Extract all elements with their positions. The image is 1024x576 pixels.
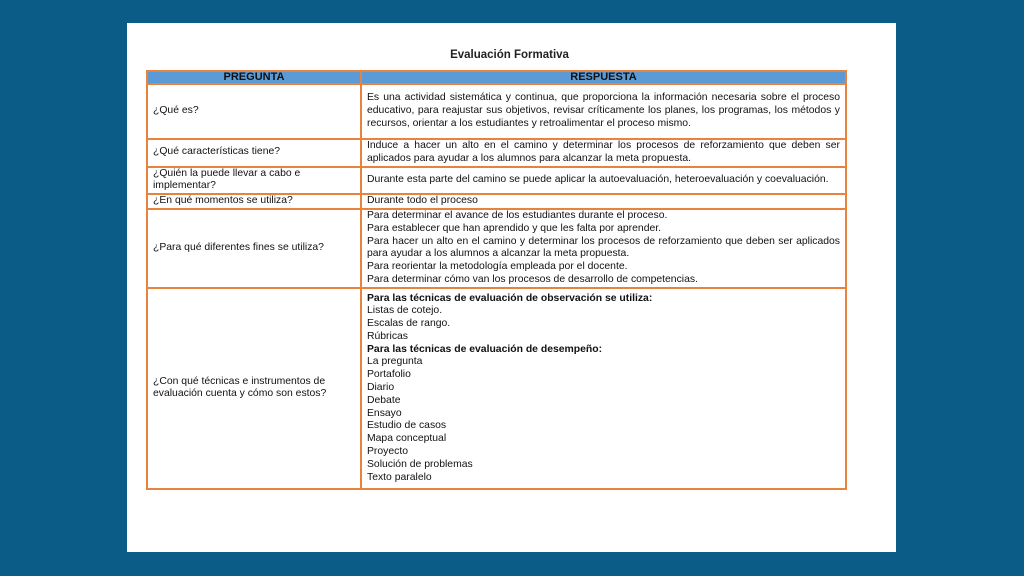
evaluation-table <box>146 70 847 490</box>
table-row <box>147 209 846 288</box>
answer-line: Para reorientar la metodología empleada por el docente. <box>367 261 628 273</box>
performance-item: Debate <box>367 394 401 406</box>
question-cell: ¿Qué es? <box>147 84 361 139</box>
answer-line: Para determinar el avance de los estudiantes durante el proceso. <box>367 210 668 222</box>
table-row <box>147 194 846 209</box>
table-row <box>147 84 846 139</box>
answer-text: Es una actividad sistemática y continua, que proporciona la información necesaria sobre el proceso educativo, para reajustar sus objetivos, revisar críticamente los planes, los programas, los métodos y recursos, orientar a los estudiantes y retroalimentar el proceso mismo. <box>367 92 840 129</box>
document-page <box>127 23 896 552</box>
answer-cell <box>361 139 846 167</box>
observation-item: Listas de cotejo. <box>367 305 443 317</box>
observation-item: Escalas de rango. <box>367 318 451 330</box>
document-title: Evaluación Formativa <box>450 49 569 61</box>
performance-item: Proyecto <box>367 446 409 458</box>
performance-item: Texto paralelo <box>367 471 432 483</box>
answer-cell <box>361 84 846 139</box>
answer-line: Para establecer que han aprendido y que les falta por aprender. <box>367 222 662 234</box>
answer-text: Durante todo el proceso <box>367 195 478 207</box>
table-row <box>147 167 846 195</box>
answer-cell <box>361 167 846 195</box>
observation-item: Rúbricas <box>367 330 408 342</box>
answer-cell <box>361 288 846 489</box>
answer-text: Durante esta parte del camino se puede aplicar la autoevaluación, heteroevaluación y coevaluación. <box>367 173 829 185</box>
answer-cell <box>361 209 846 288</box>
performance-item: Solución de problemas <box>367 458 473 470</box>
performance-item: Mapa conceptual <box>367 433 447 445</box>
performance-item: La pregunta <box>367 356 423 368</box>
performance-item: Estudio de casos <box>367 420 447 432</box>
question-cell: ¿Con qué técnicas e instrumentos de evaluación cuenta y cómo son estos? <box>147 288 361 489</box>
answer-line: Para determinar cómo van los procesos de desarrollo de competencias. <box>367 274 698 286</box>
table-row <box>147 139 846 167</box>
header-question: PREGUNTA <box>147 71 361 84</box>
observation-heading: Para las técnicas de evaluación de observación se utiliza: <box>367 292 653 304</box>
question-cell: ¿En qué momentos se utiliza? <box>147 194 361 209</box>
answer-text: Induce a hacer un alto en el camino y determinar los procesos de reforzamiento que deben ser aplicados para ayudar a los alumnos para alcanzar la meta propuesta. <box>367 140 840 164</box>
question-cell: ¿Qué características tiene? <box>147 139 361 167</box>
table-row <box>147 288 846 489</box>
performance-item: Ensayo <box>367 407 402 419</box>
performance-item: Portafolio <box>367 369 411 381</box>
table-header-row <box>147 71 846 84</box>
question-cell: ¿Quién la puede llevar a cabo e implementar? <box>147 167 361 195</box>
answer-line: Para hacer un alto en el camino y determinar los procesos de reforzamiento que deben ser aplicados para ayudar a los alumnos a alcanzar la meta propuesta. <box>367 235 840 260</box>
header-answer: RESPUESTA <box>361 71 846 84</box>
answer-cell <box>361 194 846 209</box>
performance-heading: Para las técnicas de evaluación de desempeño: <box>367 343 603 355</box>
question-cell: ¿Para qué diferentes fines se utiliza? <box>147 209 361 288</box>
performance-item: Diario <box>367 382 395 394</box>
